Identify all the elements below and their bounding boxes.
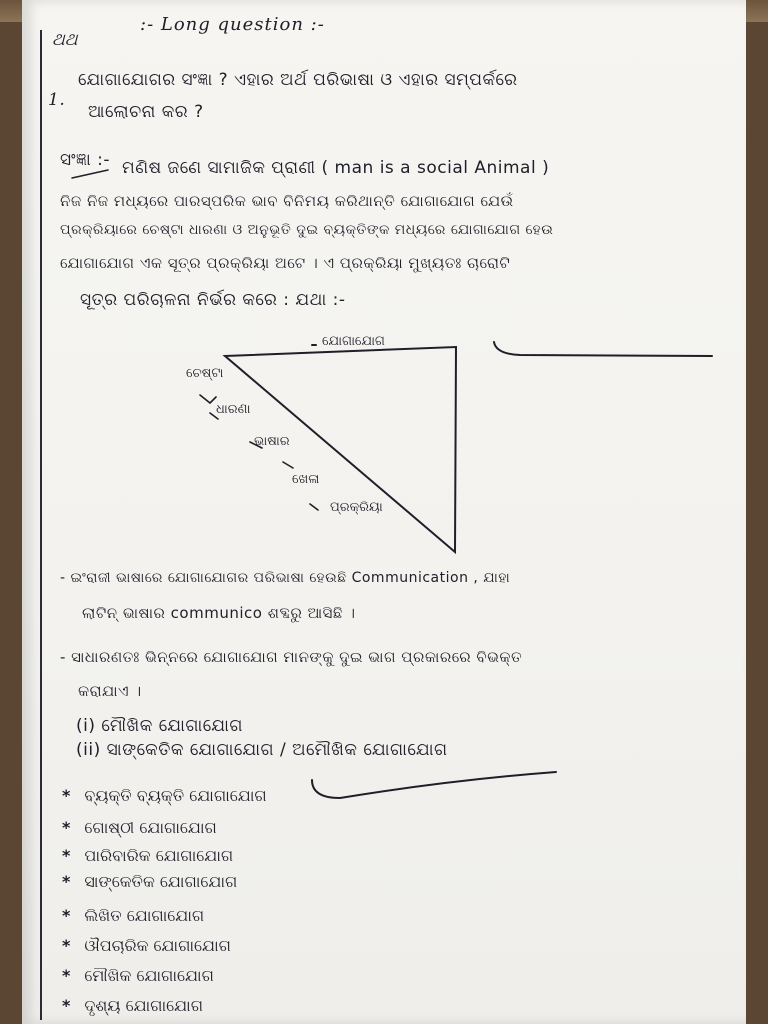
- type-item-1: (i) ମୌଖିକ ଯୋଗାଯୋଗ: [76, 716, 243, 736]
- answer-line-5: ସୂତ୍ର ପରିଚାଳନା ନିର୍ଭର କରେ : ଯଥା :-: [80, 290, 346, 310]
- asterisk-icon: *: [62, 872, 71, 891]
- question-line-1: ଯୋଗାଯୋଗର ସଂଜ୍ଞା ? ଏହାର ଅର୍ଥ ପରିଭାଷା ଓ ଏହାର ସମ୍ପର୍କରେ: [78, 70, 518, 90]
- list-item: * ପାରିବାରିକ ଯୋଗାଯୋଗ: [62, 846, 234, 865]
- answer-line-3: ପ୍ରକ୍ରିୟାରେ ଚେଷ୍ଟା ଧାରଣା ଓ ଅନୁଭୂତି ଦୁଇ ବ୍ୟକ୍ତିଙ୍କ ମଧ୍ୟରେ ଯୋଗାଯୋଗ ହେଉ: [60, 222, 554, 238]
- note-1-line-1: - ଇଂରାଜୀ ଭାଷାରେ ଯୋଗାଯୋଗର ପରିଭାଷା ହେଉଛି Communication , ଯାହା: [60, 570, 511, 586]
- triangle-shape: [225, 347, 456, 552]
- list-item: * ଦୃଶ୍ୟ ଯୋଗାଯୋଗ: [62, 996, 203, 1015]
- asterisk-icon: *: [62, 786, 71, 805]
- type-item-2: (ii) ସାଙ୍କେତିକ ଯୋଗାଯୋଗ / ଅମୌଖିକ ଯୋଗାଯୋଗ: [76, 740, 448, 760]
- underline-stroke-right: [494, 342, 712, 356]
- note-2-line-1: - ସାଧାରଣତଃ ଭିନ୍ନରେ ଯୋଗାଯୋଗ ମାନଙ୍କୁ ଦୁଇ ଭାଗ ପ୍ରକାରରେ ବିଭକ୍ତ: [60, 648, 523, 666]
- list-item: * ମୌଖିକ ଯୋଗାଯୋଗ: [62, 966, 214, 985]
- answer-line-2: ନିଜ ନିଜ ମଧ୍ୟରେ ପାରସ୍ପରିକ ଭାବ ବିନିମୟ କରିଥାନ୍ତି ଯୋଗାଯୋଗ ଯେଉଁ: [60, 192, 514, 210]
- asterisk-icon: *: [62, 846, 71, 865]
- list-item: * ଗୋଷ୍ଠୀ ଯୋଗାଯୋଗ: [62, 818, 217, 837]
- note-1-line-2: ଲାଟିନ୍ ଭାଷାର communico ଶବ୍ଦରୁ ଆସିଛି ।: [82, 604, 356, 622]
- answer-line-1: ମଣିଷ ଜଣେ ସାମାଜିକ ପ୍ରାଣୀ ( man is a social Animal ): [122, 158, 550, 178]
- diagram-label-2: ଧାରଣା: [216, 402, 251, 417]
- diagram-label-1: ଚେଷ୍ଟା: [186, 366, 224, 381]
- diagram-top-label: ଯୋଗାଯୋଗ: [322, 334, 385, 349]
- list-item: * ଔପଚାରିକ ଯୋଗାଯୋଗ: [62, 936, 231, 955]
- question-number: 1.: [48, 90, 66, 110]
- answer-heading: ସଂଜ୍ଞା :-: [60, 150, 110, 170]
- page-title: :- Long question :-: [140, 14, 325, 35]
- asterisk-icon: *: [62, 996, 71, 1015]
- diagram-label-5: ପ୍ରକ୍ରିୟା: [330, 500, 383, 515]
- note-2-line-2: କରାଯାଏ ।: [78, 682, 142, 700]
- asterisk-icon: *: [62, 906, 71, 925]
- underline-stroke-middle: [312, 772, 556, 798]
- page-label: ଥଥ: [52, 30, 78, 50]
- diagram-label-3: ଭାଷାର: [254, 434, 290, 449]
- question-line-2: ଆଲୋଚନା କର ?: [88, 102, 204, 122]
- heading-underline: [72, 170, 108, 178]
- asterisk-icon: *: [62, 936, 71, 955]
- asterisk-icon: *: [62, 966, 71, 985]
- diagram-label-4: ଖେଳା: [292, 472, 320, 487]
- list-item: * ବ୍ୟକ୍ତି ବ୍ୟକ୍ତି ଯୋଗାଯୋଗ: [62, 786, 267, 805]
- asterisk-icon: *: [62, 818, 71, 837]
- answer-line-4: ଯୋଗାଯୋଗ ଏକ ସୂତ୍ର ପ୍ରକ୍ରିୟା ଅଟେ । ଏ ପ୍ରକ୍ରିୟା ମୁଖ୍ୟତଃ ଚାରୋଟି: [60, 254, 511, 272]
- list-item: * ସାଙ୍କେତିକ ଯୋଗାଯୋଗ: [62, 872, 238, 891]
- list-item: * ଲିଖିତ ଯୋଗାଯୋଗ: [62, 906, 205, 925]
